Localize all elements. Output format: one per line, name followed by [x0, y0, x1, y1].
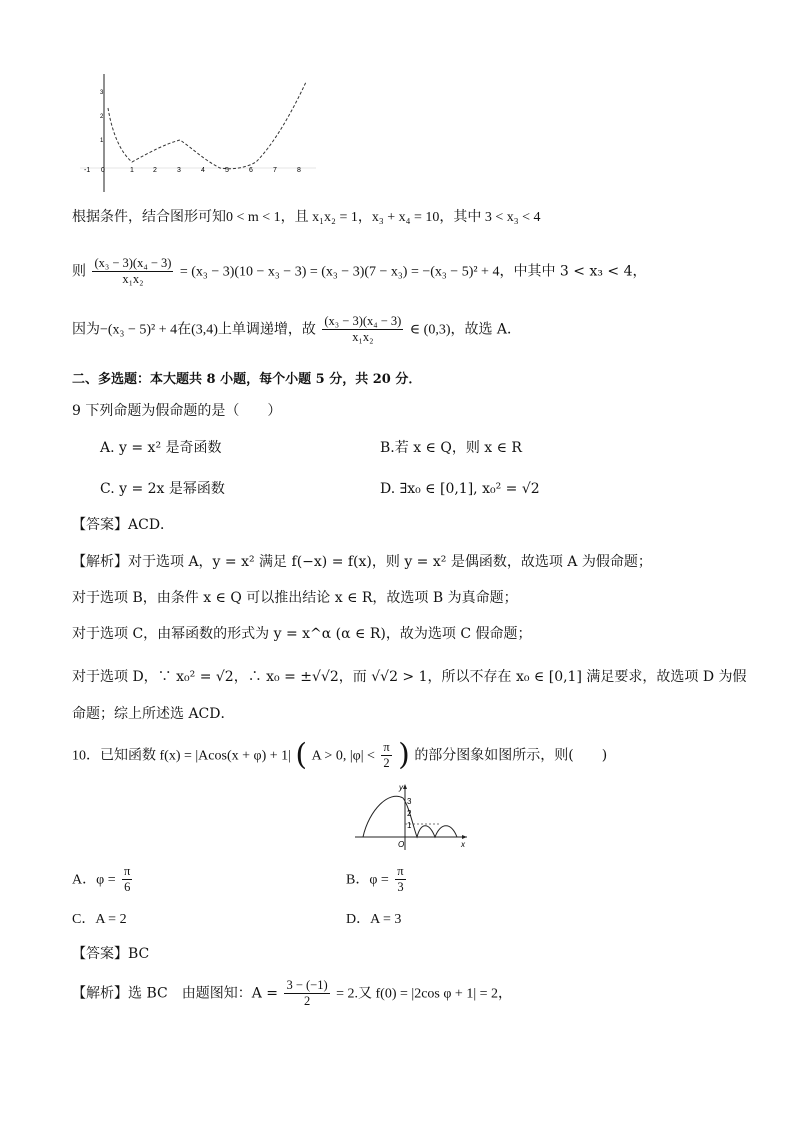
tick-x-5: 5: [225, 167, 229, 174]
q10-option-d: D．A = 3: [346, 912, 402, 927]
q10-stem: 10．已知函数 f(x) = |Acos(x + φ) + 1| ( A > 0, |φ| < $\frac{\pi}{2}$ ) 的部分图象如图所示，则( ): [72, 737, 608, 773]
line-monotonic: 因为−(x₃ − 5)² + 4在(3,4)上单调递增，故 $\frac{\text{(x₃ − 3)(x₄ − 3)}}{\text{x₁x₂}}$ ∈ (0,3)，故选 A．: [72, 314, 522, 344]
q10-option-b: B．φ = $\frac{\pi}{3}$: [346, 864, 404, 894]
line-expression: 则 $\frac{\text{(x₃ − 3)(x₄ − 3)}}{\text{x₁x₂}}$ = (x₃ − 3)(10 − x₃ − 3) = (x₃ − 3)(7 − x₃) = −(x₃ − 5)² + 4，中其中 3 < x₃ < 4，: [72, 256, 647, 286]
y-axis-label: y: [399, 783, 403, 792]
q9-option-a: A. y = x² 是奇函数: [100, 440, 222, 456]
tick-x-m1: -1: [84, 167, 91, 174]
q10-answer: 【答案】BC: [72, 946, 150, 962]
function-graph-2: [355, 780, 475, 852]
q9-option-b: B.若 x ∈ Q，则 x ∈ R: [380, 440, 522, 456]
q10-explain: 【解析】选 BC 由题图知：A = $\frac{3 - (-1)}{2}$ = 2.又 f(0) = |2cos φ + 1| = 2，: [72, 978, 513, 1008]
q9-option-d: D. ∃x₀ ∈ [0,1], x₀² = √2: [380, 481, 540, 497]
tick-y-1: 1: [100, 138, 104, 144]
q9-explain-5: 命题；综上所述选 ACD．: [72, 706, 235, 722]
fraction: $\frac{\text{(x₃ − 3)(x₄ − 3)}}{\text{x₁x₂}}$: [324, 314, 402, 344]
tick-x-7: 7: [273, 167, 277, 174]
tick-x-3: 3: [177, 167, 181, 174]
q9-explain-3: 对于选项 C，由幂函数的形式为 y = x^α (α ∈ R)，故为选项 C 假命题；: [72, 626, 532, 642]
x-axis-label: x: [461, 840, 465, 849]
tick-x-6: 6: [249, 167, 253, 174]
tick-x-4: 4: [201, 167, 205, 174]
origin-label: O: [398, 840, 405, 849]
fraction: $\frac{\pi}{3}$: [397, 864, 404, 894]
tick-x-8: 8: [297, 167, 301, 174]
fraction: $\frac{\pi}{6}$: [124, 864, 131, 894]
tick-x-0: 0: [101, 167, 105, 174]
function-graph-1: [80, 72, 320, 192]
tick-1: 1: [407, 821, 412, 830]
q10-option-c: C．A = 2: [72, 912, 127, 927]
q9-explain-1: 【解析】对于选项 A，y = x² 满足 f(−x) = f(x)，则 y = x² 是偶函数，故选项 A 为假命题；: [72, 554, 652, 570]
tick-x-2: 2: [153, 167, 157, 174]
fraction: $\frac{\text{(x₃ − 3)(x₄ − 3)}}{\text{x₁x₂}}$: [94, 256, 172, 286]
q10-option-a: A．φ = $\frac{\pi}{6}$: [72, 864, 131, 894]
q9-answer: 【答案】ACD．: [72, 517, 175, 533]
line-condition: 根据条件，结合图形可知0 < m < 1，且 x₁x₂ = 1，x₃ + x₄ = 10，其中 3 < x₃ < 4: [72, 209, 541, 225]
tick-2: 2: [407, 809, 412, 818]
q9-option-c: C. y = 2x 是幂函数: [100, 481, 225, 497]
tick-x-1: 1: [130, 167, 134, 174]
fraction: $\frac{\pi}{2}$: [383, 740, 390, 770]
q9-explain-4: 对于选项 D，∵ x₀² = √2，∴ x₀ = ±√√2，而 √√2 > 1，所以不存在 x₀ ∈ [0,1] 满足要求，故选项 D 为假: [72, 669, 747, 685]
tick-y-3: 3: [100, 90, 104, 96]
q9-stem: 9 下列命题为假命题的是（ ）: [72, 403, 282, 419]
tick-y-2: 2: [100, 114, 104, 120]
section-heading: 二、多选题：本大题共 8 小题，每个小题 5 分，共 20 分．: [72, 372, 422, 387]
tick-3: 3: [407, 797, 412, 806]
fraction: $\frac{3 - (-1)}{2}$: [286, 978, 328, 1008]
q9-explain-2: 对于选项 B，由条件 x ∈ Q 可以推出结论 x ∈ R，故选项 B 为真命题；: [72, 590, 518, 606]
